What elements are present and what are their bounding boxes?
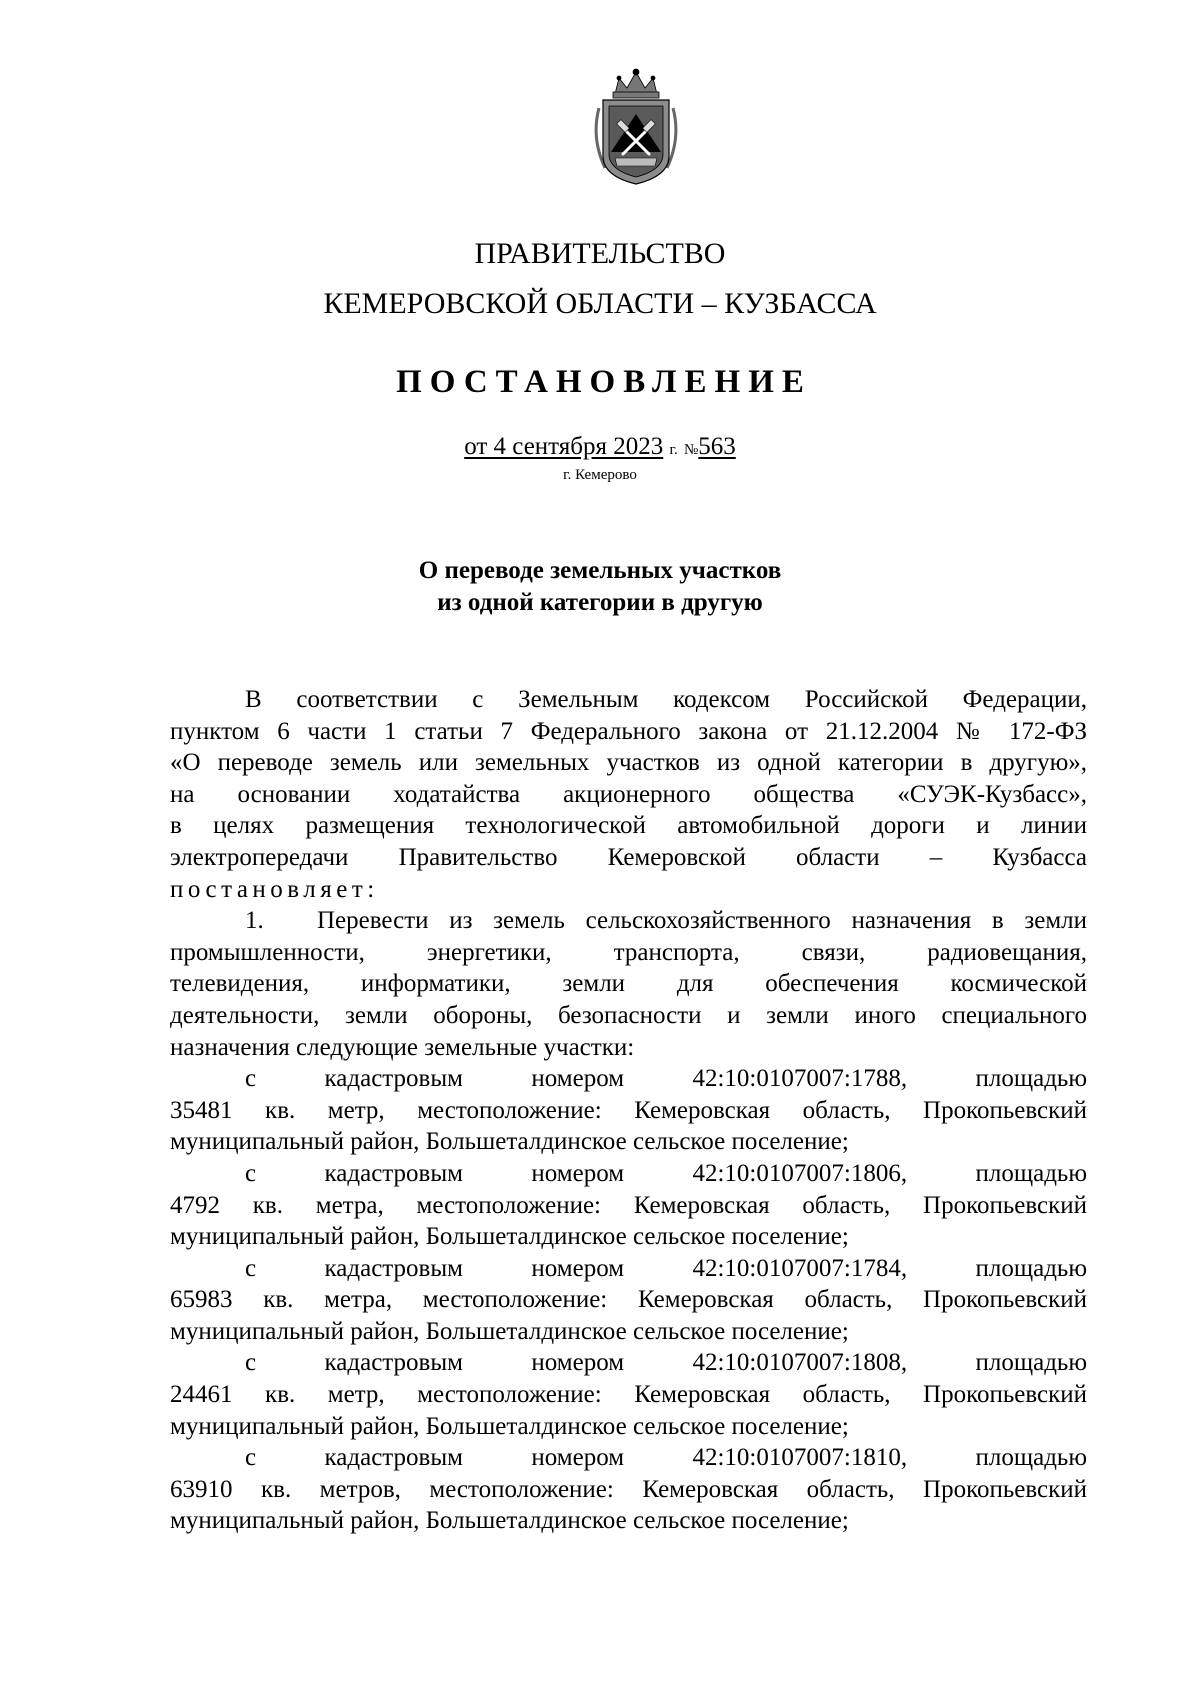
coat-of-arms-emblem: [585, 68, 687, 186]
parcel-line: с кадастровым номером 42:10:0107007:1784, площадью: [245, 1254, 1087, 1282]
subject-title-line2: из одной категории в другую: [437, 589, 763, 616]
parcel-line: 63910 кв. метров, местоположение: Кемеровская область, Прокопьевский: [170, 1475, 1087, 1503]
parcel-line: муниципальный район, Большеталдинское сельское поселение;: [170, 1128, 849, 1156]
subject-title-line1: О переводе земельных участков: [418, 557, 782, 584]
preamble-line: В соответствии с Земельным кодексом Российской Федерации,: [245, 686, 1087, 713]
preamble-line: в целях размещения технологической автомобильной дороги и линии: [170, 812, 1087, 840]
year-suffix: г.: [669, 442, 678, 458]
item-text: назначения следующие земельные участки:: [170, 1033, 635, 1061]
document-number: 563: [698, 433, 736, 460]
parcel-line: с кадастровым номером 42:10:0107007:1788, площадью: [245, 1065, 1087, 1093]
parcel-line: муниципальный район, Большеталдинское сельское поселение;: [170, 1412, 849, 1440]
city-line: г. Кемерово: [563, 467, 637, 483]
parcel-line: муниципальный район, Большеталдинское сельское поселение;: [170, 1223, 849, 1251]
item-text: деятельности, земли обороны, безопасности и земли иного специального: [170, 1001, 1087, 1029]
preamble-line: на основании ходатайства акционерного общества «СУЭК-Кузбасс»,: [170, 780, 1087, 808]
date-and-number-line: [0, 432, 1200, 465]
item-1-first-line: [170, 905, 1087, 937]
preamble-resolves: постановляет:: [170, 875, 379, 903]
parcel-line: муниципальный район, Большеталдинское сельское поселение;: [170, 1507, 849, 1535]
government-name-line2: КЕМЕРОВСКОЙ ОБЛАСТИ – КУЗБАССА: [323, 287, 877, 320]
item-text: телевидения, информатики, земли для обеспечения космической: [170, 970, 1087, 998]
parcel-line: 65983 кв. метра, местоположение: Кемеровская область, Прокопьевский: [170, 1286, 1087, 1314]
item-text: Перевести из земель сельскохозяйственного назначения в земли: [317, 907, 1087, 935]
preamble-line: электропередачи Правительство Кемеровской области – Кузбасса: [170, 843, 1087, 871]
parcel-line: с кадастровым номером 42:10:0107007:1808, площадью: [245, 1349, 1087, 1377]
preamble-line: «О переводе земель или земельных участков из одной категории в другую»,: [170, 749, 1087, 777]
parcel-line: муниципальный район, Большеталдинское сельское поселение;: [170, 1317, 849, 1345]
parcel-line: 35481 кв. метр, местоположение: Кемеровская область, Прокопьевский: [170, 1096, 1087, 1124]
parcel-line: 24461 кв. метр, местоположение: Кемеровская область, Прокопьевский: [170, 1381, 1087, 1409]
document-body: [170, 684, 1087, 1537]
government-name-line1: ПРАВИТЕЛЬСТВО: [474, 237, 726, 270]
item-number: 1.: [245, 907, 264, 935]
parcel-line: с кадастровым номером 42:10:0107007:1810, площадью: [245, 1444, 1087, 1472]
preamble-line: пунктом 6 части 1 статьи 7 Федерального закона от 21.12.2004 № 172-ФЗ: [170, 717, 1087, 745]
item-text: промышленности, энергетики, транспорта, связи, радиовещания,: [170, 938, 1087, 966]
parcel-line: 4792 кв. метра, местоположение: Кемеровская область, Прокопьевский: [170, 1191, 1087, 1219]
number-sign: №: [683, 442, 699, 458]
document-date: от 4 сентября 2023: [464, 433, 664, 460]
parcel-line: с кадастровым номером 42:10:0107007:1806, площадью: [245, 1159, 1087, 1187]
document-type-title: ПОСТАНОВЛЕНИЕ: [396, 364, 812, 400]
